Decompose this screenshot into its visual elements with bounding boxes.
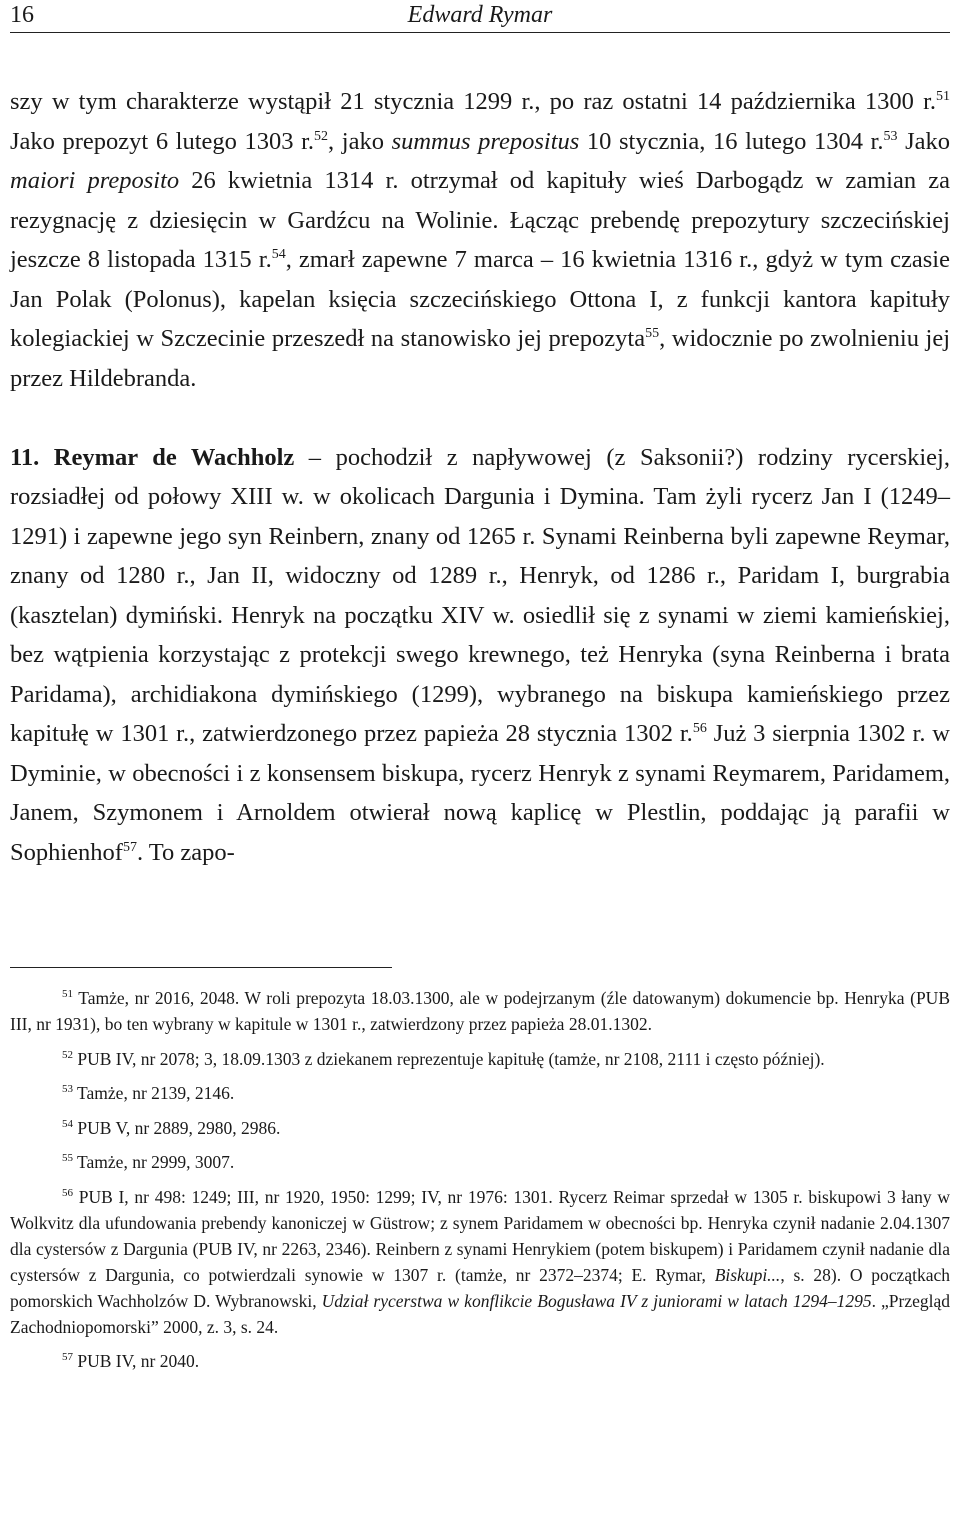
text-run: szy w tym charakterze wystąpił 21 stycznia 1299 r., po raz ostatni 14 października 1300 r. xyxy=(10,88,936,115)
footnote-number: 57 xyxy=(62,1351,73,1364)
text-run: , widocznie po zwolnieniu jej przez Hildebranda. xyxy=(10,325,951,392)
latin-term: maiori preposito xyxy=(10,167,180,194)
cited-title: Udział rycerstwa w konflikcie Bogusława IV z juniorami w latach 1294–1295 xyxy=(321,1290,872,1311)
footnote-text: PUB IV, nr 2078; 3, 18.09.1303 z dziekanem reprezentuje kapitułę (tamże, nr 2108, 2111 i często później). xyxy=(73,1048,825,1069)
footnote-52 xyxy=(10,1046,950,1072)
footnote-ref-56[interactable]: 56 xyxy=(692,720,707,736)
footnote-57 xyxy=(10,1348,950,1374)
text-run: 26 kwietnia 1314 r. otrzymał od kapituły wieś Darbogądz w zamian za rezygnację z dziesięcin w Gardźcu na Wolinie. Łącząc prebendę prepozytury szczecińskiej jeszcze 8 listopada 1315 r. xyxy=(10,167,950,273)
text-run: Jako prepozyt 6 lutego 1303 r. xyxy=(10,127,315,155)
entry-heading: 11. Reymar de Wachholz xyxy=(10,443,295,471)
text-run: 10 stycznia, 16 lutego 1304 r. xyxy=(579,127,884,155)
footnote-text: , s. 28). O początkach pomorskich Wachholzów D. Wybranowski, xyxy=(10,1264,950,1311)
footnote-ref-54[interactable]: 54 xyxy=(271,246,286,262)
footnote-56 xyxy=(10,1184,950,1340)
footnote-ref-52[interactable]: 52 xyxy=(314,128,329,144)
text-run: , zmarł zapewne 7 marca – 16 kwietnia 1316 r., gdyż w tym czasie Jan Polak (Polonus), kapelan księcia szczecińskiego Ottona I, z funkcji kantora kapituły kolegiackiej w Szczecinie przeszedł na stanowisko jej prepozyta xyxy=(10,246,950,352)
footnote-text: Tamże, nr 2139, 2146. xyxy=(73,1083,235,1103)
footnote-text: Tamże, nr 2999, 3007. xyxy=(73,1152,235,1172)
footnote-number: 55 xyxy=(62,1152,73,1165)
footnote-number: 51 xyxy=(62,988,73,1001)
cited-title: Biskupi... xyxy=(714,1264,781,1285)
footnotes xyxy=(10,985,950,1383)
footnote-53 xyxy=(10,1080,950,1106)
footnote-51 xyxy=(10,985,950,1037)
footnote-number: 52 xyxy=(62,1048,73,1061)
footnote-ref-55[interactable]: 55 xyxy=(645,325,660,341)
text-run: . To zapo- xyxy=(136,838,235,866)
footnote-ref-53[interactable]: 53 xyxy=(883,128,898,144)
text-run: Jako xyxy=(897,127,950,155)
text-run: Już 3 sierpnia 1302 r. w Dyminie, w obecności i z konsensem biskupa, rycerz Henryk z synami Reymarem, Paridamem, Janem, Szymonem i Arnoldem otwierał nową kaplicę w Plestlin, poddając ją parafii w Sophienhof xyxy=(10,720,951,866)
footnote-text: PUB IV, nr 2040. xyxy=(73,1351,200,1371)
footnote-separator xyxy=(10,967,392,968)
running-title: Edward Rymar xyxy=(407,2,553,28)
page-header xyxy=(10,0,950,33)
footnote-number: 54 xyxy=(62,1117,73,1130)
footnote-text: . „Przegląd Zachodniopomorski” 2000, z. 3, s. 24. xyxy=(10,1290,950,1337)
footnote-55 xyxy=(10,1149,950,1175)
paragraph-entry-11 xyxy=(10,438,950,873)
footnote-ref-57[interactable]: 57 xyxy=(122,839,137,855)
paragraph-continued xyxy=(10,82,950,398)
footnote-54 xyxy=(10,1115,950,1141)
text-run: , jako xyxy=(328,127,392,155)
footnote-text: PUB V, nr 2889, 2980, 2986. xyxy=(73,1117,281,1138)
latin-term: summus prepositus xyxy=(391,127,580,155)
text-run: – pochodził z napływowej (z Saksonii?) rodziny rycerskiej, rozsiadłej od połowy XIII w. w okolicach Dargunia i Dymina. Tam żyli rycerz Jan I (1249–1291) i zapewne jego syn Reinbern, znany od 1265 r. Synami Reinberna byli zapewne Reymar, znany od 1280 r., Jan II, widoczny od 1289 r., Henryk, od 1286 r., Paridam I, burgrabia (kasztelan) dymiński. Henryk na początku XIV w. osiedlił się z synami w ziemi kamieńskiej, bez wątpienia korzystając z protekcji swego krewnego, też Henryka (syna Reinberna i brata Paridama), archidiakona dymińskiego (1299), wybranego na biskupa kamieńskiego przez kapitułę w 1301 r., zatwierdzonego przez papieża 28 stycznia 1302 r. xyxy=(10,443,950,747)
footnote-text: Tamże, nr 2016, 2048. W roli prepozyta 18.03.1300, ale w podejrzanym (źle datowanym) dokumencie bp. Henryka (PUB III, nr 1931), bo ten wybrany w kapitule w 1301 r., zatwierdzony przez papieża 28.01.1302. xyxy=(10,988,950,1034)
page-number: 16 xyxy=(10,2,34,28)
footnote-number: 56 xyxy=(62,1186,73,1199)
footnote-text: PUB I, nr 498: 1249; III, nr 1920, 1950: 1299; IV, nr 1976: 1301. Rycerz Reimar sprzedał w 1305 r. biskupowi 3 łany w Wolkvitz dla ufundowania prebendy kanoniczej w Güstrow; z synem Paridamem w obecności bp. Henryka czynił nadanie 2.04.1307 dla cystersów z Dargunia (PUB IV, nr 2263, 2346). Reinbern z synami Henrykiem (potem biskupem) i Paridamem czynił nadanie dla cystersów z Dargunia, co potwierdzali synowie w 1307 r. (tamże, nr 2372–2374; E. Rymar, xyxy=(10,1186,950,1285)
main-text xyxy=(10,82,950,872)
footnote-ref-51[interactable]: 51 xyxy=(936,88,950,104)
footnote-number: 53 xyxy=(62,1083,73,1096)
